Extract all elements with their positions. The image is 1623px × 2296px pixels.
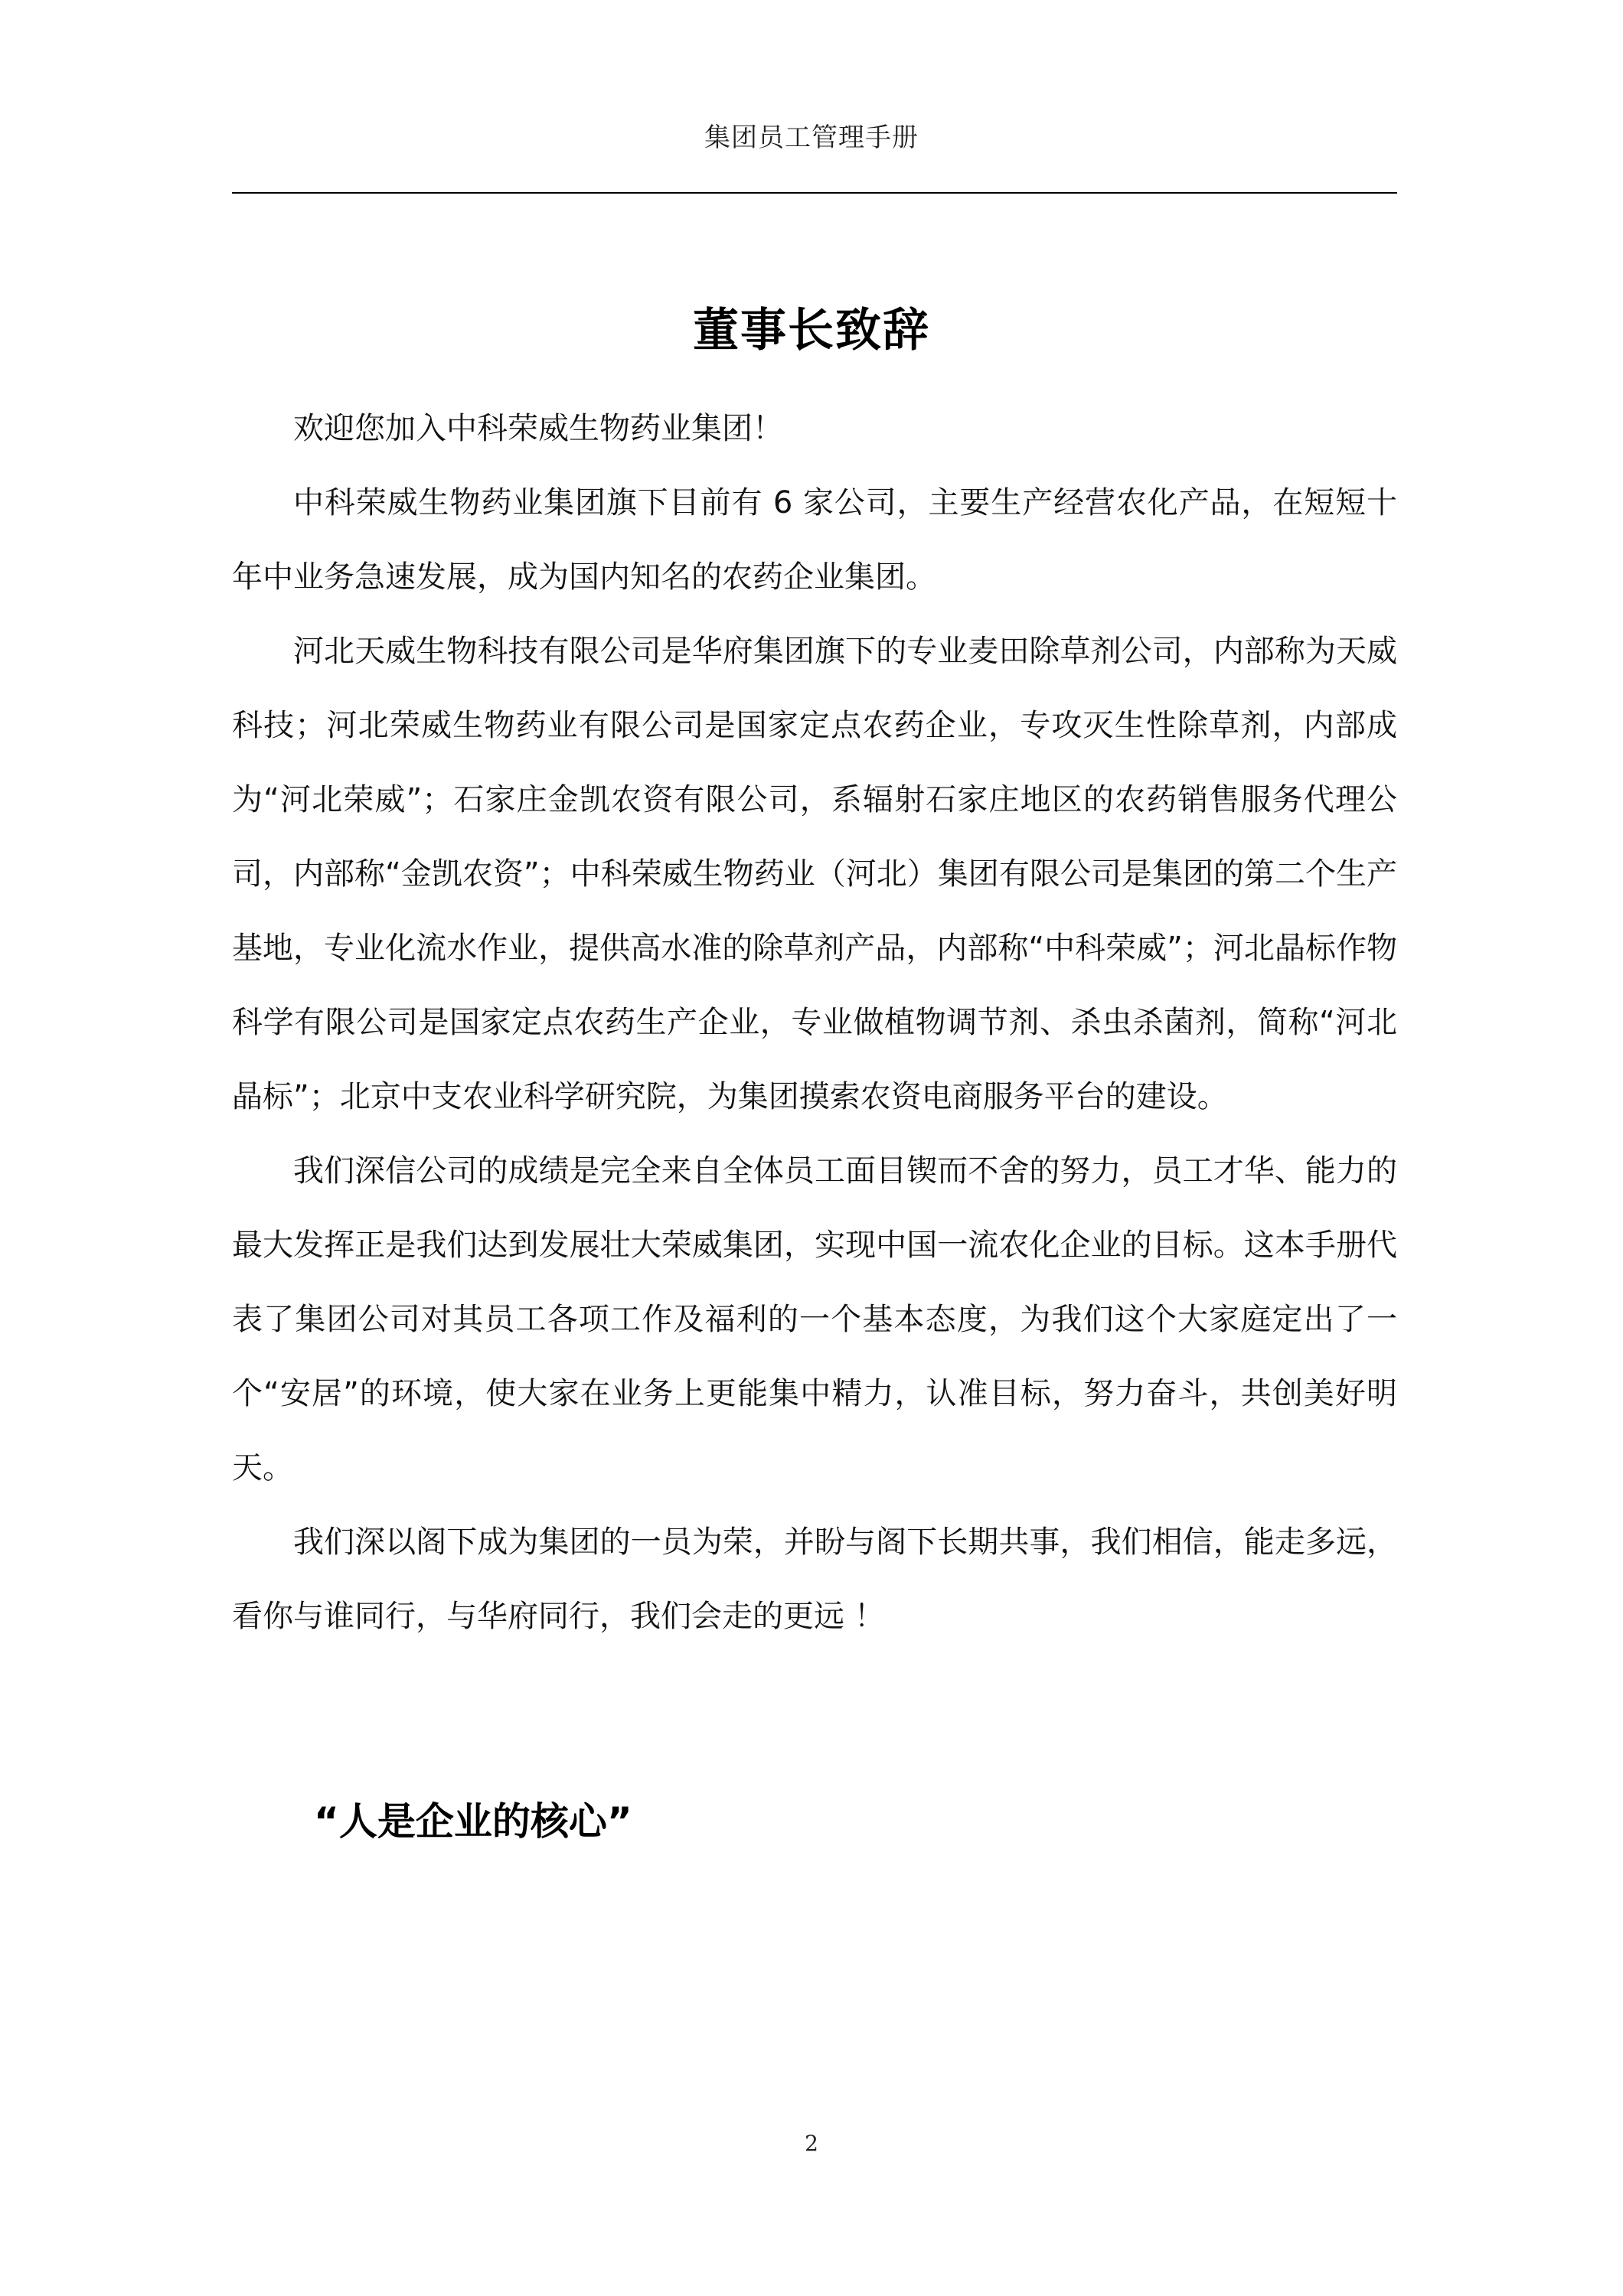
- header-divider: [232, 192, 1397, 194]
- page-number: 2: [805, 2131, 818, 2156]
- paragraph-welcome: 欢迎您加入中科荣威生物药业集团！: [293, 411, 783, 446]
- page-title: 董事长致辞: [693, 304, 930, 357]
- paragraph-handbook-purpose: 我们深信公司的成绩是完全来自全体员工面目锲而不舍的努力，员工才华、能力的最大发挥正是我们达到发展壮大荣威集团，实现中国一流农化企业的目标。这本手册代表了集团公司对其员工各项工作及福利的一个基本态度，为我们这个大家庭定出了一个“安居”的环境，使大家在业务上更能集中精力，认准目标，努力奋斗，共创美好明天。: [232, 1153, 1397, 1486]
- paragraph-closing: 我们深以阁下成为集团的一员为荣，并盼与阁下长期共事，我们相信，能走多远，看你与谁同行，与华府同行，我们会走的更远 ！: [232, 1525, 1397, 1634]
- running-header: 集团员工管理手册: [704, 122, 919, 153]
- slogan: “人是企业的核心”: [314, 1799, 632, 1844]
- letter-body: [232, 392, 1397, 1654]
- paragraph-group-intro: 中科荣威生物药业集团旗下目前有 6 家公司，主要生产经营农化产品，在短短十年中业务急速发展，成为国内知名的农药企业集团。: [232, 485, 1397, 595]
- paragraph-subsidiaries: 河北天威生物科技有限公司是华府集团旗下的专业麦田除草剂公司，内部称为天威科技；河北荣威生物药业有限公司是国家定点农药企业，专攻灭生性除草剂，内部成为“河北荣威”；石家庄金凯农资有限公司，系辐射石家庄地区的农药销售服务代理公司，内部称“金凯农资”；中科荣威生物药业（河北）集团有限公司是集团的第二个生产基地，专业化流水作业，提供高水准的除草剂产品，内部称“中科荣威”；河北晶标作物科学有限公司是国家定点农药生产企业，专业做植物调节剂、杀虫杀菌剂，简称“河北晶标”；北京中支农业科学研究院，为集团摸索农资电商服务平台的建设。: [232, 634, 1397, 1114]
